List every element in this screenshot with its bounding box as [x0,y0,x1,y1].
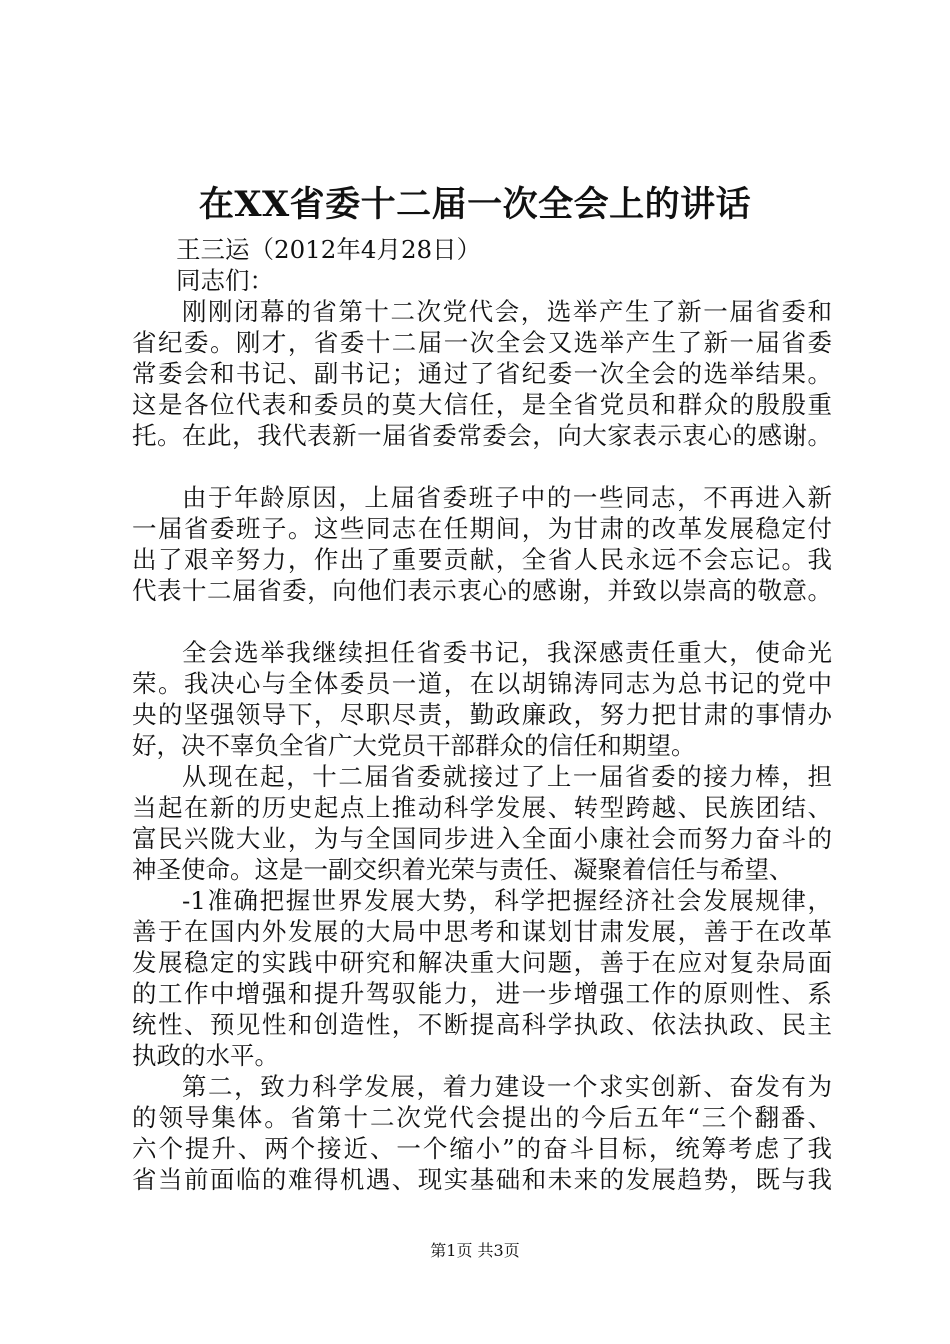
paragraph-spacer [132,451,832,482]
paragraph-5 [132,885,832,1071]
paragraph-line: 刚刚闭幕的省第十二次党代会，选举产生了新一届省委和 [182,297,832,326]
paragraph-line: 代表十二届省委，向他们表示衷心的感谢，并致以崇高的敬意。 [132,576,832,605]
paragraph-line: 全会选举我继续担任省委书记，我深感责任重大，使命光 [182,638,832,667]
page-footer: 第1页 共3页 [430,1241,520,1260]
document-title: 在XX省委十二届一次全会上的讲话 [198,184,752,225]
paragraph-line: 当起在新的历史起点上推动科学发展、转型跨越、民族团结、 [132,793,832,822]
paragraph-line: 从现在起，十二届省委就接过了上一届省委的接力棒，担 [182,762,832,791]
paragraph-line: 这是各位代表和委员的莫大信任，是全省党员和群众的殷殷重 [132,390,832,419]
paragraph-line: 省当前面临的难得机遇、现实基础和未来的发展趋势，既与我 [132,1165,832,1194]
paragraph-6 [132,1071,832,1195]
paragraph-line: 托。在此，我代表新一届省委常委会，向大家表示衷心的感谢。 [132,421,832,450]
paragraph-line: 善于在国内外发展的大局中思考和谋划甘肃发展，善于在改革 [132,917,832,946]
salutation: 同志们： [176,266,274,295]
paragraph-line: 常委会和书记、副书记；通过了省纪委一次全会的选举结果。 [132,359,832,388]
paragraph-line: 统性、预见性和创造性，不断提高科学执政、依法执政、民主 [132,1010,832,1039]
paragraph-line: 发展稳定的实践中研究和解决重大问题，善于在应对复杂局面 [132,948,832,977]
paragraph-line: 荣。我决心与全体委员一道，在以胡锦涛同志为总书记的党中 [132,669,832,698]
paragraph-line: 出了艰辛努力，作出了重要贡献，全省人民永远不会忘记。我 [132,545,832,574]
paragraph-line: 好，决不辜负全省广大党员干部群众的信任和期望。 [132,731,696,760]
paragraph-line: 第二，致力科学发展，着力建设一个求实创新、奋发有为 [182,1072,832,1101]
paragraph-line: 央的坚强领导下，尽职尽责，勤政廉政，努力把甘肃的事情办 [132,700,832,729]
document-body [132,234,832,1195]
paragraph-spacer [132,606,832,637]
paragraph-1 [132,296,832,451]
byline: 王三运（2012年4月28日） [176,235,482,264]
paragraph-line: 神圣使命。这是一副交织着光荣与责任、凝聚着信任与希望、 [132,855,794,884]
paragraph-line: 执政的水平。 [132,1041,279,1070]
paragraph-line: 一届省委班子。这些同志在任期间，为甘肃的改革发展稳定付 [132,514,832,543]
paragraph-4 [132,761,832,885]
paragraph-line: 的领导集体。省第十二次党代会提出的今后五年“三个翻番、 [132,1103,832,1132]
paragraph-3 [132,637,832,761]
paragraph-line: 六个提升、两个接近、一个缩小”的奋斗目标，统筹考虑了我 [132,1134,832,1163]
paragraph-line: 由于年龄原因，上届省委班子中的一些同志，不再进入新 [182,483,832,512]
paragraph-line: 省纪委。刚才，省委十二届一次全会又选举产生了新一届省委 [132,328,832,357]
paragraph-line: 富民兴陇大业，为与全国同步进入全面小康社会而努力奋斗的 [132,824,832,853]
paragraph-line: -1准确把握世界发展大势，科学把握经济社会发展规律， [182,886,832,915]
paragraph-line: 的工作中增强和提升驾驭能力，进一步增强工作的原则性、系 [132,979,832,1008]
paragraph-2 [132,482,832,606]
